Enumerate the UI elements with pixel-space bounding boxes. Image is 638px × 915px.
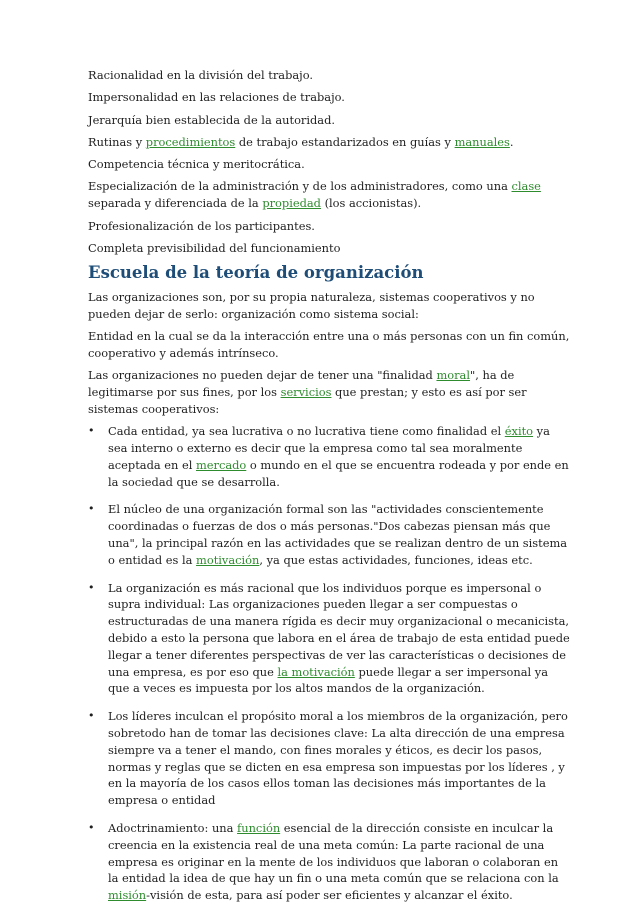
paragraph-1: Las organizaciones son, por su propia naturaleza, sistemas cooperativos y no pueden dejar de serlo: organización como sistema social: (88, 290, 535, 321)
document-body (88, 67, 570, 915)
paragraph-3: Las organizaciones no pueden dejar de tener una "finalidad moral", ha de legitimarse por sus fines, por los servicios que prestan; y esto es así por ser sistemas cooperativos: (88, 368, 527, 416)
link-la-motivacion[interactable]: la motivación (277, 664, 355, 679)
link-exito[interactable]: éxito (504, 424, 534, 439)
link-clase[interactable]: clase (511, 179, 541, 194)
section-heading: Escuela de la teoría de organización (88, 263, 424, 283)
paragraph-2: Entidad en la cual se da la interacción entre una o más personas con un fin común, cooperativo y además intrínseco. (88, 329, 570, 361)
list-line-1: Racionalidad en la división del trabajo. (88, 68, 313, 82)
list-line-6: Especialización de la administración y de los administradores, como una clase separada y diferenciada de la propiedad (los accionistas). (88, 179, 541, 211)
bullet-item-5: • Adoctrinamiento: una función esencial de la dirección consiste en inculcar la creencia en la existencia real de una meta común: La parte racional de una empresa es originar en la mente de los individuos que laboran o colaboran en la entidad la idea de que hay un fin o una meta común que se relaciona con la misión-visión de esta, para así poder ser eficientes y alcanzar el éxito. (88, 820, 570, 904)
list-line-2: Impersonalidad en las relaciones de trabajo. (88, 90, 345, 105)
bullet-item-1: • Cada entidad, ya sea lucrativa o no lucrativa tiene como finalidad el éxito ya sea interno o externo es decir que la empresa como tal sea moralmente aceptada en el mercado o mundo en el que se encuentra rodeada y por ende en la sociedad que se desarrolla. (88, 423, 570, 490)
list-line-8: Completa previsibilidad del funcionamiento (88, 240, 341, 255)
bullet-item-4: • Los líderes inculcan el propósito moral a los miembros de la organización, pero sobretodo han de tomar las decisiones clave: La alta dirección de una empresa siempre va a tener el mando, con fines morales y éticos, es decir los pasos, normas y reglas que se dicten en esa empresa son impuestas por los líderes , y en la mayoría de los casos ellos toman las decisiones más importantes de la empresa o entidad (88, 708, 570, 809)
link-servicios[interactable]: servicios (280, 385, 332, 400)
list-line-4: Rutinas y procedimientos de trabajo estandarizados en guías y manuales. (88, 134, 514, 149)
list-line-5: Competencia técnica y meritocrática. (88, 157, 305, 172)
bullet-item-2: • El núcleo de una organización formal son las "actividades conscientemente coordinadas o fuerzas de dos o más personas."Dos cabezas piensan más que una", la principal razón en las actividades que se realizan dentro de un sistema o entidad es la motivación, ya que estas actividades, funciones, ideas etc. (88, 501, 570, 568)
link-manuales[interactable]: manuales (454, 134, 510, 149)
bullet-item-3: • La organización es más racional que los individuos porque es impersonal o supra individual: Las organizaciones pueden llegar a ser compuestas o estructuradas de una manera rígida es decir muy organizacional o mecanicista, debido a esto la persona que labora en el área de trabajo de esta entidad puede llegar a tener diferentes perspectivas de ver las características o decisiones de una empresa, es por eso que la motivación puede llegar a ser impersonal ya que a veces es impuesta por los altos mandos de la organización. (88, 580, 570, 698)
bullet-list (88, 423, 570, 904)
link-motivacion[interactable]: motivación (196, 552, 260, 567)
list-line-7: Profesionalización de los participantes. (88, 218, 315, 233)
link-propiedad[interactable]: propiedad (262, 196, 321, 211)
list-line-3: Jerarquía bien establecida de la autoridad. (88, 112, 336, 127)
link-mercado[interactable]: mercado (195, 457, 247, 472)
link-mision[interactable]: misión (108, 888, 147, 903)
link-funcion[interactable]: función (237, 820, 281, 835)
link-moral[interactable]: moral (436, 368, 470, 383)
link-procedimientos[interactable]: procedimientos (145, 134, 236, 149)
